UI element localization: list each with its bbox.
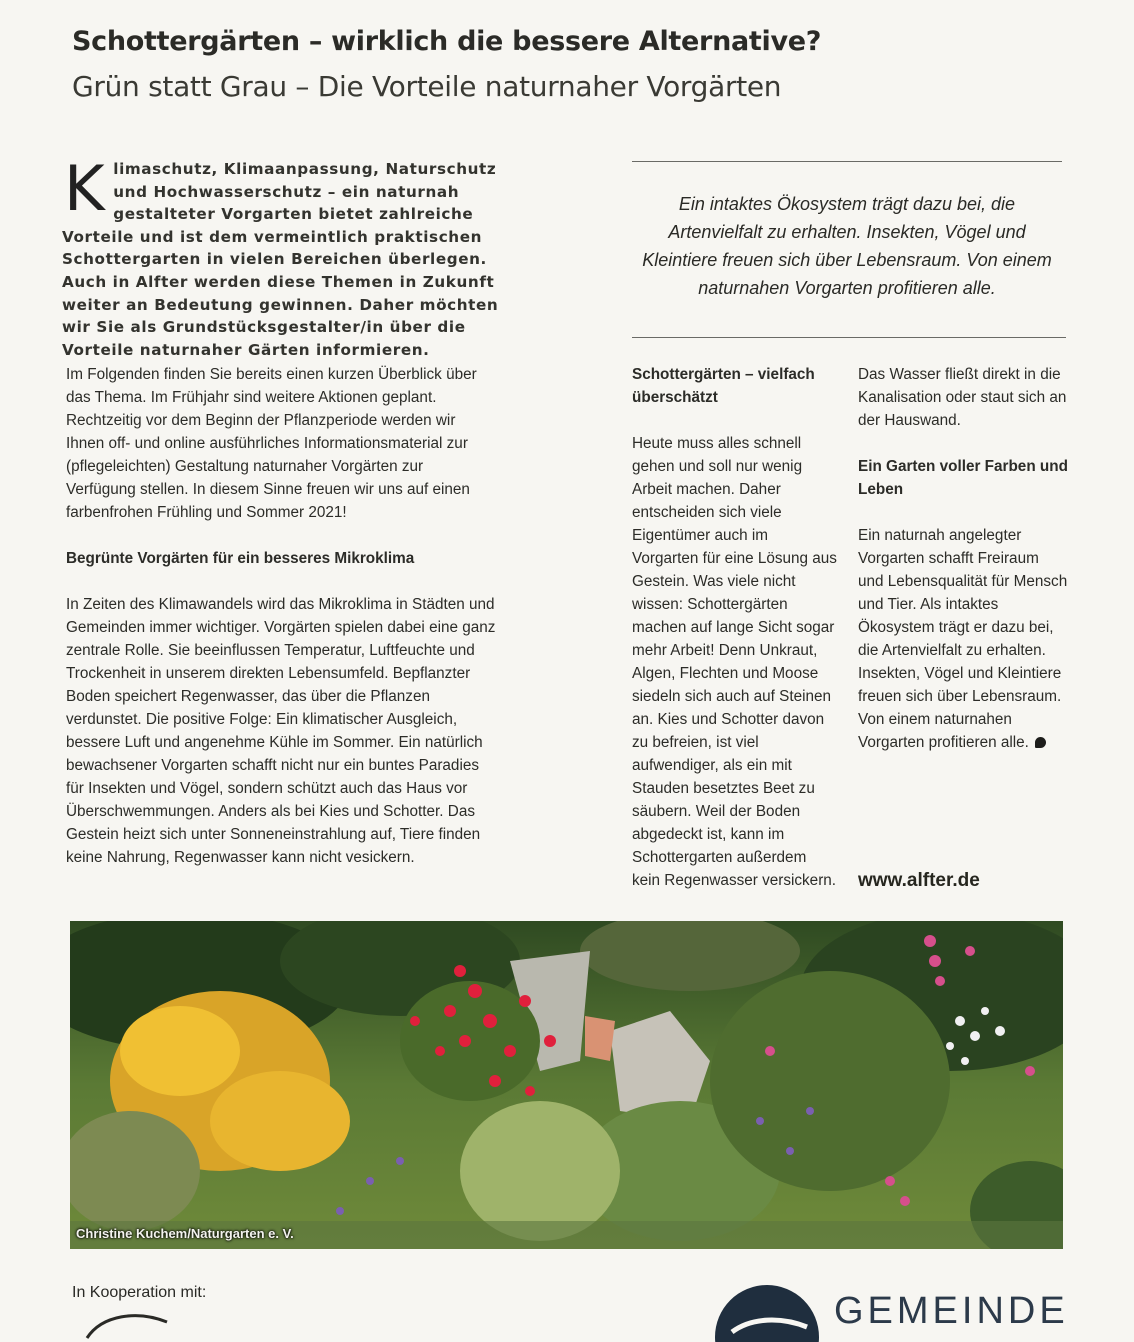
cooperation-label: In Kooperation mit:: [72, 1284, 207, 1301]
lead-text: limaschutz, Klimaanpassung, Naturschutz und Hochwasserschutz – ein naturnah gestalteter Vorgarten bietet zahlreiche Vorteile und ist dem vermeintlich praktischen Schottergarten in vielen Bereichen überlegen. Auch in Alfter werden diese Themen in Zukunft weiter an Bedeutung gewinnen. Daher möchten wir Sie als Grundstücksgestalter/in über die Vorteile naturnaher Gärten informieren.: [62, 160, 499, 359]
section-heading-colors: Ein Garten voller Farben und Leben: [858, 458, 1068, 498]
page-subtitle: Grün statt Grau – Die Vorteile naturnaher Vorgärten: [72, 70, 782, 103]
colors-paragraph: [858, 524, 1068, 754]
page-title: Schottergärten – wirklich die bessere Alternative?: [72, 26, 822, 57]
website-link[interactable]: www.alfter.de: [858, 870, 980, 891]
section-heading-gravel: Schottergärten – vielfach überschätzt: [632, 366, 815, 406]
water-paragraph: Das Wasser fließt direkt in die Kanalisation oder staut sich an der Hauswand.: [858, 366, 1067, 429]
municipality-logo-icon: [712, 1282, 822, 1342]
section-heading-microclimate: Begrünte Vorgärten für ein besseres Mikroklima: [66, 550, 415, 567]
municipality-brand: GEMEINDE: [834, 1290, 1069, 1332]
partner-logo-icon: [82, 1310, 172, 1340]
drop-cap: K: [64, 152, 106, 225]
gravel-paragraph: Heute muss alles schnell gehen und soll nur wenig Arbeit machen. Daher entscheiden sich viele Eigentümer auch im Vorgarten für eine Lösung aus Gestein. Was viele nicht wissen: Schottergärten machen auf lange Sicht sogar mehr Arbeit! Denn Unkraut, Algen, Flechten und Moose siedeln sich auch auf Steinen an. Kies und Schotter davon zu befreien, ist viel aufwendiger, als ein mit Stauden besetztes Beet zu säubern. Weil der Boden abgedeckt ist, kann im Schottergarten außerdem kein Regenwasser versickern.: [632, 435, 837, 889]
column-2: [632, 363, 837, 915]
column-1: [66, 363, 496, 892]
lead-paragraph: [62, 152, 507, 361]
garden-photo-illustration: [70, 921, 1063, 1249]
colors-paragraph-text: Ein naturnah angelegter Vorgarten schafft Freiraum und Lebensqualität für Mensch und Tier. Als intaktes Ökosystem trägt er dazu bei, die Artenvielfalt zu erhalten. Insekten, Vögel und Kleintiere freuen sich über Lebensraum. Von einem naturnahen Vorgarten profitieren alle.: [858, 527, 1068, 751]
intro-paragraph: Im Folgenden finden Sie bereits einen kurzen Überblick über das Thema. Im Frühjahr sind weitere Aktionen geplant. Rechtzeitig vor dem Beginn der Pflanzperiode werden wir Ihnen off- und online ausführliches Informationsmaterial zur (pflegeleichten) Gestaltung naturnaher Vorgärten zur Verfügung stellen. In diesem Sinne freuen wir uns auf einen farbenfrohen Frühling und Sommer 2021!: [66, 366, 477, 521]
quote-top-rule: [632, 161, 1062, 162]
end-mark-icon: [1035, 737, 1046, 748]
quote-bottom-rule: [632, 337, 1066, 338]
pull-quote: Ein intaktes Ökosystem trägt dazu bei, die Artenvielfalt zu erhalten. Insekten, Vögel und Kleintiere freuen sich über Lebensraum. Von einem naturnahen Vorgarten profitieren alle.: [642, 194, 1052, 298]
photo-credit: Christine Kuchem/Naturgarten e. V.: [76, 1226, 294, 1241]
microclimate-paragraph: In Zeiten des Klimawandels wird das Mikroklima in Städten und Gemeinden immer wichtiger. Vorgärten spielen dabei eine ganz zentrale Rolle. Sie beeinflussen Temperatur, Luftfeuchte und Trockenheit in unserem direkten Lebensumfeld. Bepflanzter Boden speichert Regenwasser, das über die Pflanzen verdunstet. Die positive Folge: Ein klimatischer Ausgleich, bessere Luft und angenehme Kühle im Sommer. Ein natürlich bewachsener Vorgarten schafft nicht nur ein buntes Paradies für Insekten und Vögel, sondern schützt auch das Haus vor Überschwemmungen. Anders als bei Kies und Schotter. Das Gestein heizt sich unter Sonneneinstrahlung auf, Tiere finden keine Nahrung, Regenwasser kann nicht vesickern.: [66, 596, 496, 866]
garden-photo: [70, 921, 1063, 1249]
column-3: [858, 363, 1068, 777]
